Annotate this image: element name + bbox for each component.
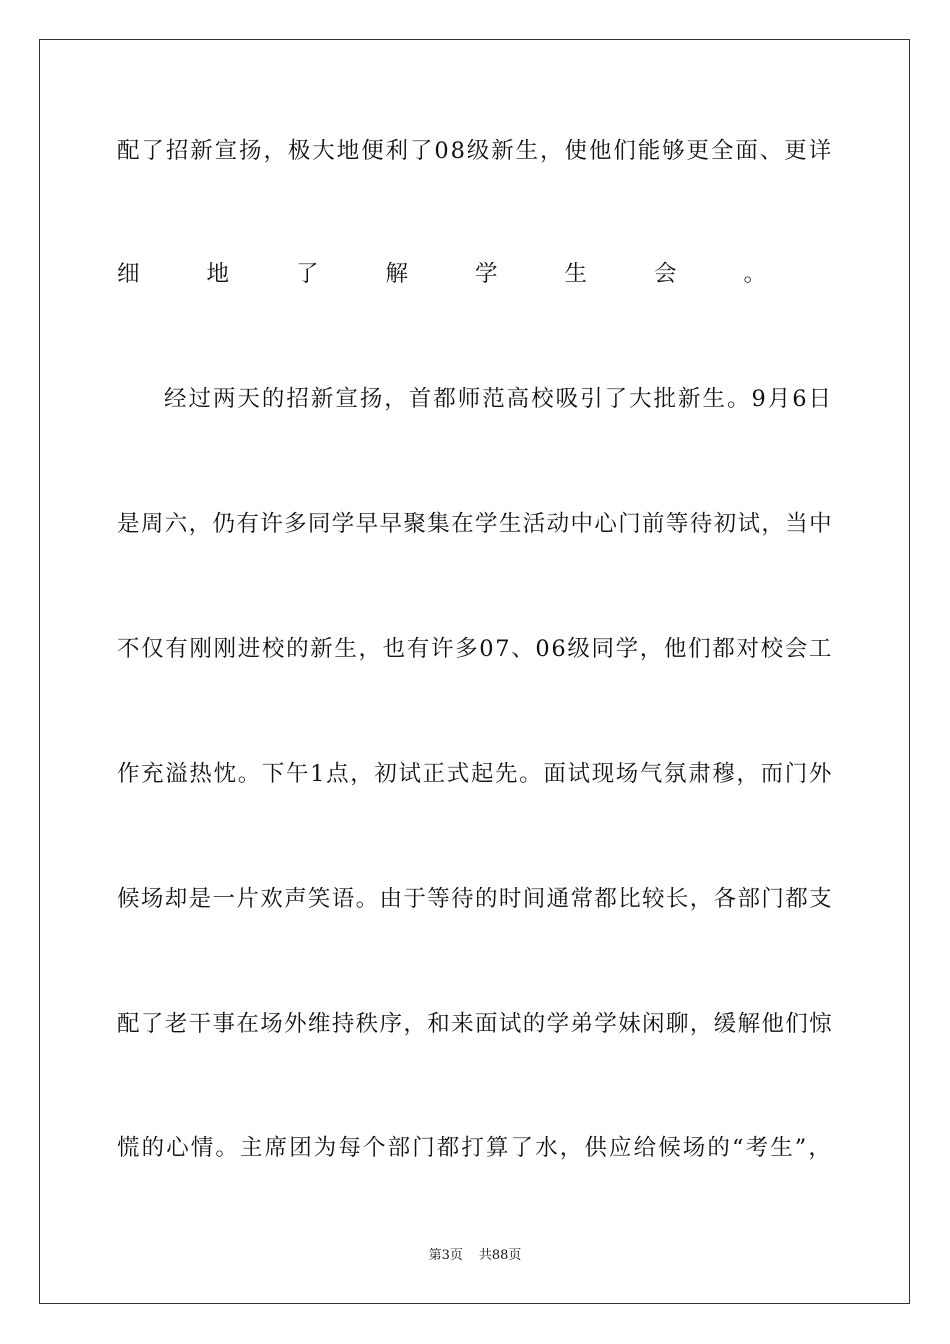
page-border xyxy=(39,39,910,1304)
body-text-line: 候场却是一片欢声笑语。由于等待的时间通常都比较长，各部门都支 xyxy=(117,886,833,912)
body-text-line: 细地了解学生会。 xyxy=(117,261,833,287)
paragraph-first-line: 经过两天的招新宣扬，首都师范高校吸引了大批新生。9月6日 xyxy=(164,386,833,412)
body-text-line: 配了招新宣扬，极大地便利了08级新生，使他们能够更全面、更详 xyxy=(117,138,833,164)
body-text-line: 不仅有刚刚进校的新生，也有许多07、06级同学，他们都对校会工 xyxy=(117,636,833,662)
page-number: 第3页 xyxy=(428,1248,463,1263)
body-text-line: 慌的心情。主席团为每个部门都打算了水，供应给候场的“考生”， xyxy=(117,1135,833,1161)
page-total: 共88页 xyxy=(478,1248,522,1263)
body-text-line: 作充溢热忱。下午1点，初试正式起先。面试现场气氛肃穆，而门外 xyxy=(117,761,833,787)
body-text-line: 是周六，仍有许多同学早早聚集在学生活动中心门前等待初试，当中 xyxy=(117,511,833,537)
page-footer xyxy=(0,1247,950,1265)
body-text-line: 配了老干事在场外维持秩序，和来面试的学弟学妹闲聊，缓解他们惊 xyxy=(117,1011,833,1037)
